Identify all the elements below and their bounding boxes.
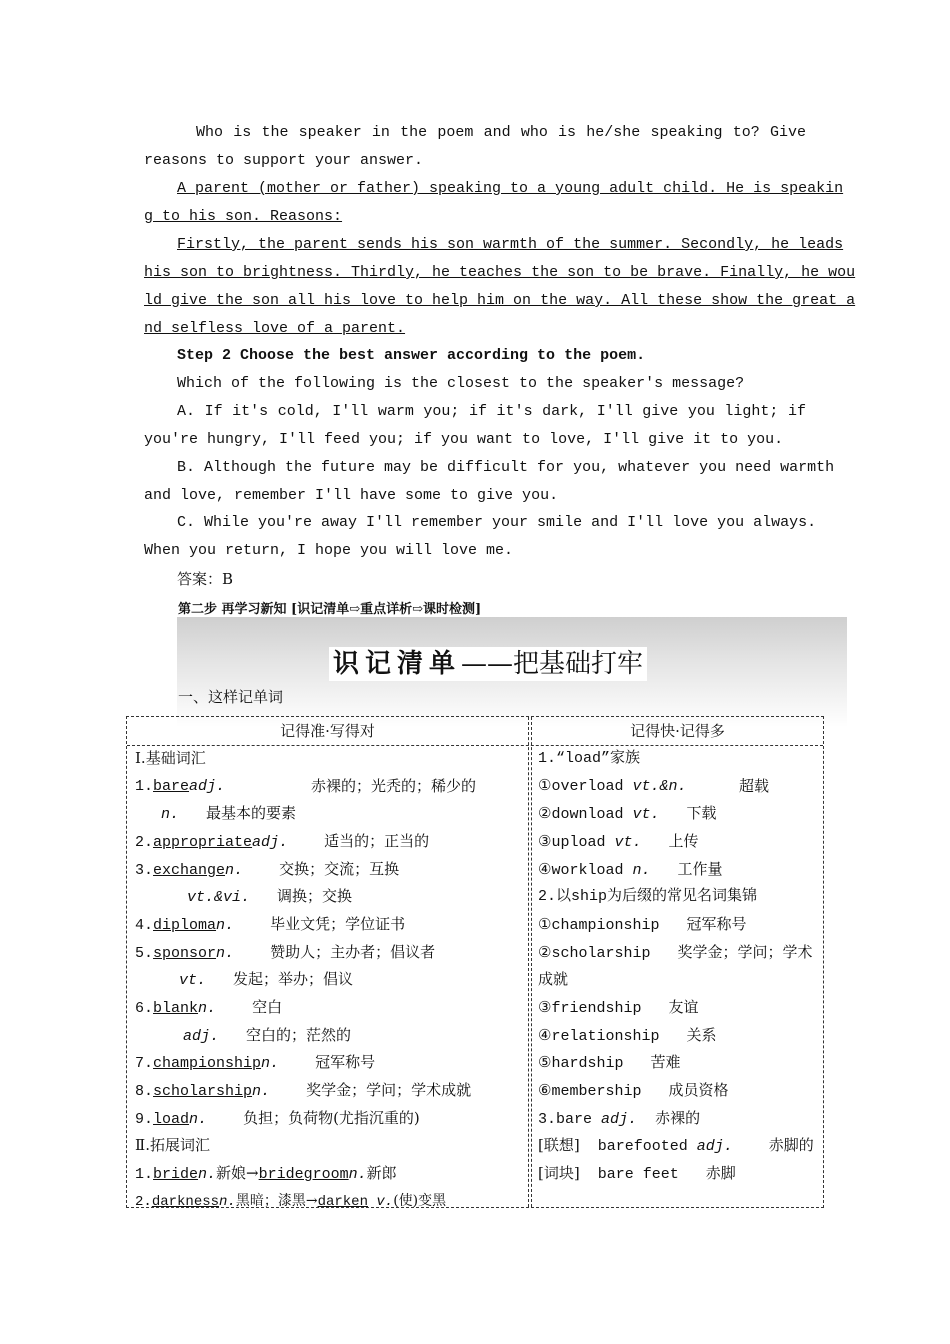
vocab-entry-blank-adj: adj. 空白的；茫然的 [183, 1026, 352, 1045]
right-column-header: 记得快·记得多 [630, 722, 725, 740]
bare-entry: 3.bare adj. 赤裸的 [538, 1109, 701, 1128]
answer-line-3: Firstly, the parent sends his son warmth of the summer. Secondly, he leads [177, 236, 844, 253]
option-c-line-1: C. While you're away I'll remember your smile and I'll love you always. [177, 514, 817, 531]
step2-title: Step 2 Choose the best answer according to the poem. [177, 347, 646, 364]
extended-vocab-title: Ⅱ.拓展词汇 [135, 1136, 210, 1154]
vocab-entry-blank: 6.blankn. 空白 [135, 998, 283, 1017]
answer-line-1: A parent (mother or father) speaking to a young adult child. He is speakin [177, 180, 844, 197]
load-family-title: 1.“load”家族 [538, 750, 641, 767]
answer-line-2: g to his son. Reasons: [144, 208, 343, 225]
vocab-entry-load: 9.loadn. 负担；负荷物(尤指沉重的) [135, 1109, 420, 1128]
ship-championship: ①championship 冠军称号 [538, 915, 747, 934]
ship-suffix-title: 2.以ship为后缀的常见名词集锦 [538, 888, 758, 905]
ship-membership: ⑥membership 成员资格 [538, 1081, 729, 1100]
table-header-divider [127, 745, 823, 746]
table-divider-2 [531, 717, 532, 1207]
vocab-entry-bare: 1.bareadj. [135, 778, 226, 795]
vocab-entry-sponsor: 5.sponsorn. 赞助人；主办者；倡议者 [135, 943, 436, 962]
vocab-entry-championship: 7.championshipn. 冠军称号 [135, 1053, 376, 1072]
vocab-entry-exchange: 3.exchangen. 交换；交流；互换 [135, 860, 400, 879]
option-b-line-1: B. Although the future may be difficult for you, whatever you need warmth [177, 459, 835, 476]
ship-hardship: ⑤hardship 苦难 [538, 1053, 681, 1072]
question-line-1: Who is the speaker in the poem and who is he/she speaking to? Give [196, 124, 806, 141]
vocab-heading: 一、这样记单词 [178, 688, 284, 706]
vocab-def-bare: 赤裸的；光秃的；稀少的 [311, 777, 477, 795]
vocab-table [126, 716, 824, 1208]
vocab-entry-appropriate: 2.appropriateadj. 适当的；正当的 [135, 832, 430, 851]
question-line-2: reasons to support your answer. [144, 152, 424, 169]
section-header: 第二步 再学习新知 [识记清单⇨重点详析⇨课时检测] [178, 602, 482, 617]
banner-title [329, 647, 647, 681]
option-c-line-2: When you return, I hope you will love me. [144, 542, 514, 559]
option-a-line-2: you're hungry, I'll feed you; if you want to love, I'll give it to you. [144, 431, 784, 448]
option-a-line-1: A. If it's cold, I'll warm you; if it's dark, I'll give you light; if [177, 403, 806, 420]
option-b-line-2: and love, remember I'll have some to give you. [144, 487, 559, 504]
vocab-entry-sponsor-v: vt. 发起；举办；倡议 [179, 970, 354, 989]
answer-line-6: nd selfless love of a parent. [144, 320, 406, 337]
banner-title-strong: 识记清单 [333, 649, 462, 679]
load-download: ②download vt. 下载 [538, 804, 717, 823]
vocab-entry-bride: 1.briden.新娘→bridegroomn.新郎 [135, 1164, 397, 1183]
ship-scholarship-cont: 成就 [538, 970, 569, 988]
vocab-entry-diploma: 4.diploman. 毕业文凭；学位证书 [135, 915, 406, 934]
load-workload: ④workload n. 工作量 [538, 860, 723, 879]
answer-line-5: ld give the son all his love to help him on the way. All these show the great a [144, 292, 856, 309]
load-overload-def: 超载 [739, 777, 770, 795]
left-column-header: 记得准·写得对 [280, 722, 375, 740]
ship-relationship: ④relationship 关系 [538, 1026, 717, 1045]
bare-chunk: [词块] bare feet 赤脚 [538, 1164, 736, 1183]
vocab-entry-exchange-v: vt.&vi. 调换；交换 [187, 887, 353, 906]
banner-title-rest: ——把基础打牢 [461, 649, 644, 679]
bare-association: [联想] barefooted adj. 赤脚的 [538, 1136, 814, 1155]
step2-answer: 答案：B [177, 570, 234, 588]
load-upload: ③upload vt. 上传 [538, 832, 699, 851]
vocab-entry-bare-n: n. 最基本的要素 [161, 804, 297, 823]
vocab-entry-darkness: 2.darknessn.黑暗；漆黑→darken v.(使)变黑 [135, 1193, 447, 1210]
ship-friendship: ③friendship 友谊 [538, 998, 699, 1017]
step2-question: Which of the following is the closest to the speaker's message? [177, 375, 745, 392]
answer-line-4: his son to brightness. Thirdly, he teaches the son to be brave. Finally, he wou [144, 264, 856, 281]
ship-scholarship: ②scholarship 奖学金；学问；学术 [538, 943, 813, 962]
vocab-entry-scholarship: 8.scholarshipn. 奖学金；学问；学术成就 [135, 1081, 472, 1100]
basic-vocab-title: Ⅰ.基础词汇 [135, 749, 206, 767]
load-overload: ①overload vt.&n. [538, 778, 687, 795]
table-divider [528, 717, 529, 1207]
